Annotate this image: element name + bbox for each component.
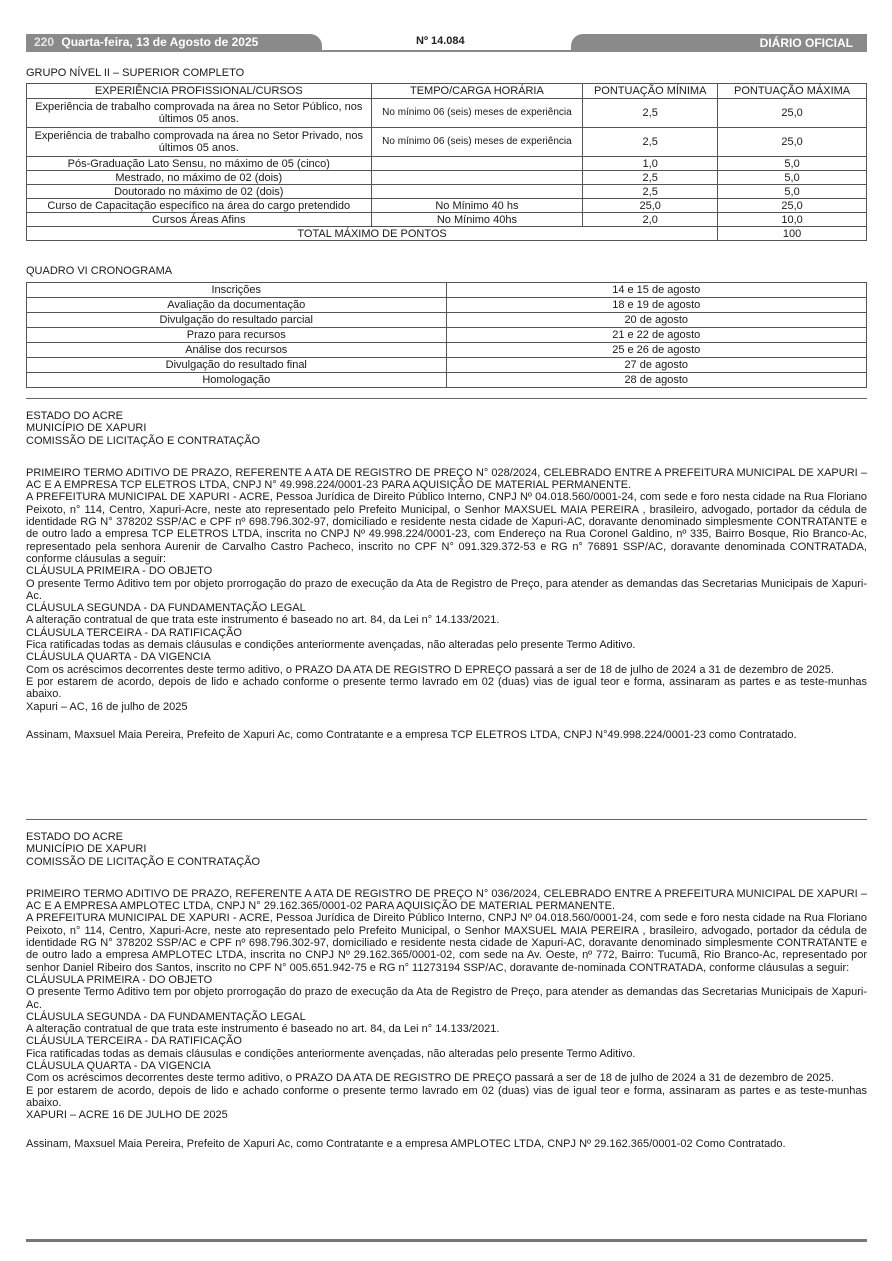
tempo-cell: No Mínimo 40 hs xyxy=(371,199,583,213)
tempo-cell xyxy=(371,157,583,171)
org-line: COMISSÃO DE LICITAÇÃO E CONTRATAÇÃO xyxy=(26,434,261,447)
table-row xyxy=(27,358,867,373)
clause-title: CLÁUSULA PRIMEIRA - DO OBJETO xyxy=(26,565,213,578)
table-row xyxy=(27,298,867,313)
max-cell: 5,0 xyxy=(718,171,867,185)
min-cell: 2,5 xyxy=(583,171,718,185)
event-cell: Análise dos recursos xyxy=(27,343,447,358)
date-cell: 18 e 19 de agosto xyxy=(446,298,866,313)
notice-intro: A PREFEITURA MUNICIPAL DE XAPURI - ACRE, Pessoa Jurídica de Direito Público Interno, CNPJ Nº 04.018.560/0001-24, com sede e foro nesta cidade na Rua Floriano Peixoto, n° 114, Centro, Xapuri-Acre, neste ato representado pelo Prefeito Municipal, o Senhor MAXSUEL MAIA PEREIRA , brasileiro, advogado, portador da cédula de identidade RG N° 378202 SSP/AC e CPF nº 698.796.302-97, domiciliado e residente nesta cidade de Xapuri-AC, doravante denominado simplesmente CONTRATANTE e de outro lado a empresa TCP ELETROS LTDA, inscrita no CNPJ Nº 49.998.224/0001-23, com Endereço na Rua Coronel Galdino, nº 335, Bairro Bosque, Rio Branco-Ac, representado pela senhora Aurenir de Carvalho Castro Pacheco, inscrito no CPF N° 091.329.372-53 e RG n° 76891 SSP/AC, doravante denominada CONTRATADA, conforme cláusulas a seguir: xyxy=(26,491,867,565)
date-cell: 21 e 22 de agosto xyxy=(446,328,866,343)
publication-title: DIÁRIO OFICIAL xyxy=(571,34,867,51)
column-header: TEMPO/CARGA HORÁRIA xyxy=(371,84,583,99)
column-header: PONTUAÇÃO MÍNIMA xyxy=(583,84,718,99)
column-header: EXPERIÊNCIA PROFISSIONAL/CURSOS xyxy=(27,84,372,99)
event-cell: Prazo para recursos xyxy=(27,328,447,343)
scoring-title: GRUPO NÍVEL II – SUPERIOR COMPLETO xyxy=(26,67,245,79)
place-date: Xapuri – AC, 16 de julho de 2025 xyxy=(26,700,188,713)
table-row xyxy=(27,157,867,171)
org-line: COMISSÃO DE LICITAÇÃO E CONTRATAÇÃO xyxy=(26,855,261,868)
clause-title: CLÁUSULA SEGUNDA - DA FUNDAMENTAÇÃO LEGAL xyxy=(26,1010,306,1023)
item-cell: Experiência de trabalho comprovada na área no Setor Privado, nos últimos 05 anos. xyxy=(27,128,372,157)
page-header xyxy=(26,34,867,51)
clause-title: CLÁUSULA QUARTA - DA VIGENCIA xyxy=(26,1060,211,1073)
table-row xyxy=(27,283,867,298)
total-label: TOTAL MÁXIMO DE PONTOS xyxy=(27,227,718,241)
column-header: PONTUAÇÃO MÁXIMA xyxy=(718,84,867,99)
table-row xyxy=(27,213,867,227)
signatures: Assinam, Maxsuel Maia Pereira, Prefeito de Xapuri Ac, como Contratante e a empresa TCP ELETROS LTDA, CNPJ N°49.998.224/0001-23 como Contratado. xyxy=(26,728,797,741)
place-date: XAPURI – ACRE 16 DE JULHO DE 2025 xyxy=(26,1109,228,1122)
total-value: 100 xyxy=(718,227,867,241)
schedule-table xyxy=(26,282,867,388)
clause-text: Fica ratificadas todas as demais cláusulas e condições anteriormente avençadas, não alteradas pelo presente Termo Aditivo. xyxy=(26,1047,636,1060)
header-date-band xyxy=(26,34,322,51)
tempo-cell: No Mínimo 40hs xyxy=(371,213,583,227)
closing-text: E por estarem de acordo, depois de lido e achado conforme o presente termo lavrado em 02 (duas) vias de igual teor e forma, assinaram as partes e as teste-munhas abaixo. xyxy=(26,675,867,701)
schedule-title: QUADRO VI CRONOGRAMA xyxy=(26,265,173,277)
clause-title: CLÁUSULA TERCEIRA - DA RATIFICAÇÃO xyxy=(26,1035,242,1048)
max-cell: 25,0 xyxy=(718,199,867,213)
tempo-cell: No mínimo 06 (seis) meses de experiência xyxy=(371,99,583,128)
max-cell: 25,0 xyxy=(718,99,867,128)
clause-text: O presente Termo Aditivo tem por objeto prorrogação do prazo de execução da Ata de Registro de Preço, para atender as demandas das Secretarias Municipais de Xapuri-Ac. xyxy=(26,986,867,1011)
clause-title: CLÁUSULA PRIMEIRA - DO OBJETO xyxy=(26,973,213,986)
clause-title: CLÁUSULA QUARTA - DA VIGENCIA xyxy=(26,651,211,664)
clause-title: CLÁUSULA SEGUNDA - DA FUNDAMENTAÇÃO LEGAL xyxy=(26,602,306,615)
clause-text: A alteração contratual de que trata este instrumento é baseado no art. 84, da Lei n° 14.133/2021. xyxy=(26,614,500,627)
event-cell: Divulgação do resultado parcial xyxy=(27,313,447,328)
header-divider xyxy=(26,50,867,52)
min-cell: 2,0 xyxy=(583,213,718,227)
item-cell: Cursos Áreas Afins xyxy=(27,213,372,227)
max-cell: 10,0 xyxy=(718,213,867,227)
org-line: MUNICÍPIO DE XAPURI xyxy=(26,843,147,856)
table-header-row xyxy=(27,84,867,99)
max-cell: 25,0 xyxy=(718,128,867,157)
event-cell: Divulgação do resultado final xyxy=(27,358,447,373)
section-divider xyxy=(26,398,867,399)
table-row xyxy=(27,328,867,343)
notice-intro: A PREFEITURA MUNICIPAL DE XAPURI - ACRE, Pessoa Jurídica de Direito Público Interno, CNPJ Nº 04.018.560/0001-24, com sede e foro nesta cidade na Rua Floriano Peixoto, n° 114, Centro, Xapuri-Acre, neste ato representado pelo Prefeito Municipal, o Senhor MAXSUEL MAIA PEREIRA , brasileiro, advogado, portador da cédula de identidade RG N° 378202 SSP/AC e CPF nº 698.796.302-97, domiciliado e residente nesta cidade de Xapuri-AC, doravante denominado simplesmente CONTRATANTE e de outro lado a empresa AMPLOTEC LTDA, inscrita no CNPJ Nº 29.162.365/0001-02, com sede na Av. Oeste, nº 772, Bairro: Tucumã, Rio Branco-Ac, representado por senhor Daniel Ribeiro dos Santos, inscrito no CPF N° 005.651.942-75 e RG n° 11273194 SSP/AC, doravante de-nominada CONTRATADA, conforme cláusulas a seguir: xyxy=(26,912,867,974)
closing-text: E por estarem de acordo, depois de lido e achado conforme o presente termo lavrado em 02 (duas) vias de igual teor e forma, assinaram as partes e as teste-munhas abaixo. xyxy=(26,1084,867,1109)
item-cell: Experiência de trabalho comprovada na área no Setor Público, nos últimos 05 anos. xyxy=(27,99,372,128)
total-row xyxy=(27,227,867,241)
tempo-cell xyxy=(371,171,583,185)
notice-heading: PRIMEIRO TERMO ADITIVO DE PRAZO, REFERENTE A ATA DE REGISTRO DE PREÇO N° 028/2024, CELEBRADO ENTRE A PREFEITURA MUNICIPAL DE XAPURI – AC E A EMPRESA TCP ELETROS LTDA, CNPJ N° 49.998.224/0001-23 PARA AQUISIÇÃO DE MATERIAL PERMANENTE. xyxy=(26,466,867,492)
table-row xyxy=(27,171,867,185)
date-cell: 14 e 15 de agosto xyxy=(446,283,866,298)
page-number: 220 xyxy=(34,35,55,49)
table-row xyxy=(27,313,867,328)
min-cell: 2,5 xyxy=(583,99,718,128)
table-row xyxy=(27,128,867,157)
notice-heading: PRIMEIRO TERMO ADITIVO DE PRAZO, REFERENTE A ATA DE REGISTRO DE PREÇO N° 036/2024, CELEBRADO ENTRE A PREFEITURA MUNICIPAL DE XAPURI – AC E A EMPRESA AMPLOTEC LTDA, CNPJ N° 29.162.365/0001-02 PARA AQUISIÇÃO DE MATERIAL PERMANENTE. xyxy=(26,887,867,913)
page-footer-rule xyxy=(26,1239,867,1242)
org-line: ESTADO DO ACRE xyxy=(26,410,123,422)
header-date: Quarta-feira, 13 de Agosto de 2025 xyxy=(61,35,259,49)
date-cell: 28 de agosto xyxy=(446,373,866,388)
event-cell: Homologação xyxy=(27,373,447,388)
min-cell: 1,0 xyxy=(583,157,718,171)
table-row xyxy=(27,99,867,128)
clause-text: Fica ratificadas todas as demais cláusulas e condições anteriormente avençadas, não alteradas pelo presente Termo Aditivo. xyxy=(26,639,636,652)
item-cell: Mestrado, no máximo de 02 (dois) xyxy=(27,171,372,185)
date-cell: 25 e 26 de agosto xyxy=(446,343,866,358)
clause-title: CLÁUSULA TERCEIRA - DA RATIFICAÇÃO xyxy=(26,626,242,639)
clause-text: O presente Termo Aditivo tem por objeto prorrogação do prazo de execução da Ata de Registro de Preço, para atender as demandas das Secretarias Municipais de Xapuri-Ac. xyxy=(26,577,867,602)
section-divider xyxy=(26,819,867,820)
min-cell: 25,0 xyxy=(583,199,718,213)
notice-2 xyxy=(26,831,867,1150)
org-line: ESTADO DO ACRE xyxy=(26,831,123,843)
signatures: Assinam, Maxsuel Maia Pereira, Prefeito de Xapuri Ac, como Contratante e a empresa AMPLOTEC LTDA, CNPJ Nº 29.162.365/0001-02 Como Contratado. xyxy=(26,1137,786,1150)
table-row xyxy=(27,199,867,213)
clause-text: Com os acréscimos decorrentes deste termo aditivo, o PRAZO DA ATA DE REGISTRO D EPREÇO passará a ser de 18 de julho de 2024 a 31 de dezembro de 2025. xyxy=(26,663,834,676)
table-row xyxy=(27,185,867,199)
date-cell: 27 de agosto xyxy=(446,358,866,373)
event-cell: Inscrições xyxy=(27,283,447,298)
item-cell: Doutorado no máximo de 02 (dois) xyxy=(27,185,372,199)
clause-text: Com os acréscimos decorrentes deste termo aditivo, o PRAZO DA ATA DE REGISTRO DE PREÇO passará a ser de 18 de julho de 2024 a 31 de dezembro de 2025. xyxy=(26,1072,834,1085)
org-line: MUNICÍPIO DE XAPURI xyxy=(26,422,147,435)
min-cell: 2,5 xyxy=(583,185,718,199)
table-row xyxy=(27,373,867,388)
min-cell: 2,5 xyxy=(583,128,718,157)
tempo-cell xyxy=(371,185,583,199)
tempo-cell: No mínimo 06 (seis) meses de experiência xyxy=(371,128,583,157)
table-row xyxy=(27,343,867,358)
scoring-table xyxy=(26,83,867,241)
max-cell: 5,0 xyxy=(718,185,867,199)
issue-number: Nº 14.084 xyxy=(416,35,465,47)
clause-text: A alteração contratual de que trata este instrumento é baseado no art. 84, da Lei n° 14.133/2021. xyxy=(26,1023,500,1036)
notice-1 xyxy=(26,410,867,741)
event-cell: Avaliação da documentação xyxy=(27,298,447,313)
item-cell: Curso de Capacitação específico na área do cargo pretendido xyxy=(27,199,372,213)
item-cell: Pós-Graduação Lato Sensu, no máximo de 05 (cinco) xyxy=(27,157,372,171)
date-cell: 20 de agosto xyxy=(446,313,866,328)
max-cell: 5,0 xyxy=(718,157,867,171)
